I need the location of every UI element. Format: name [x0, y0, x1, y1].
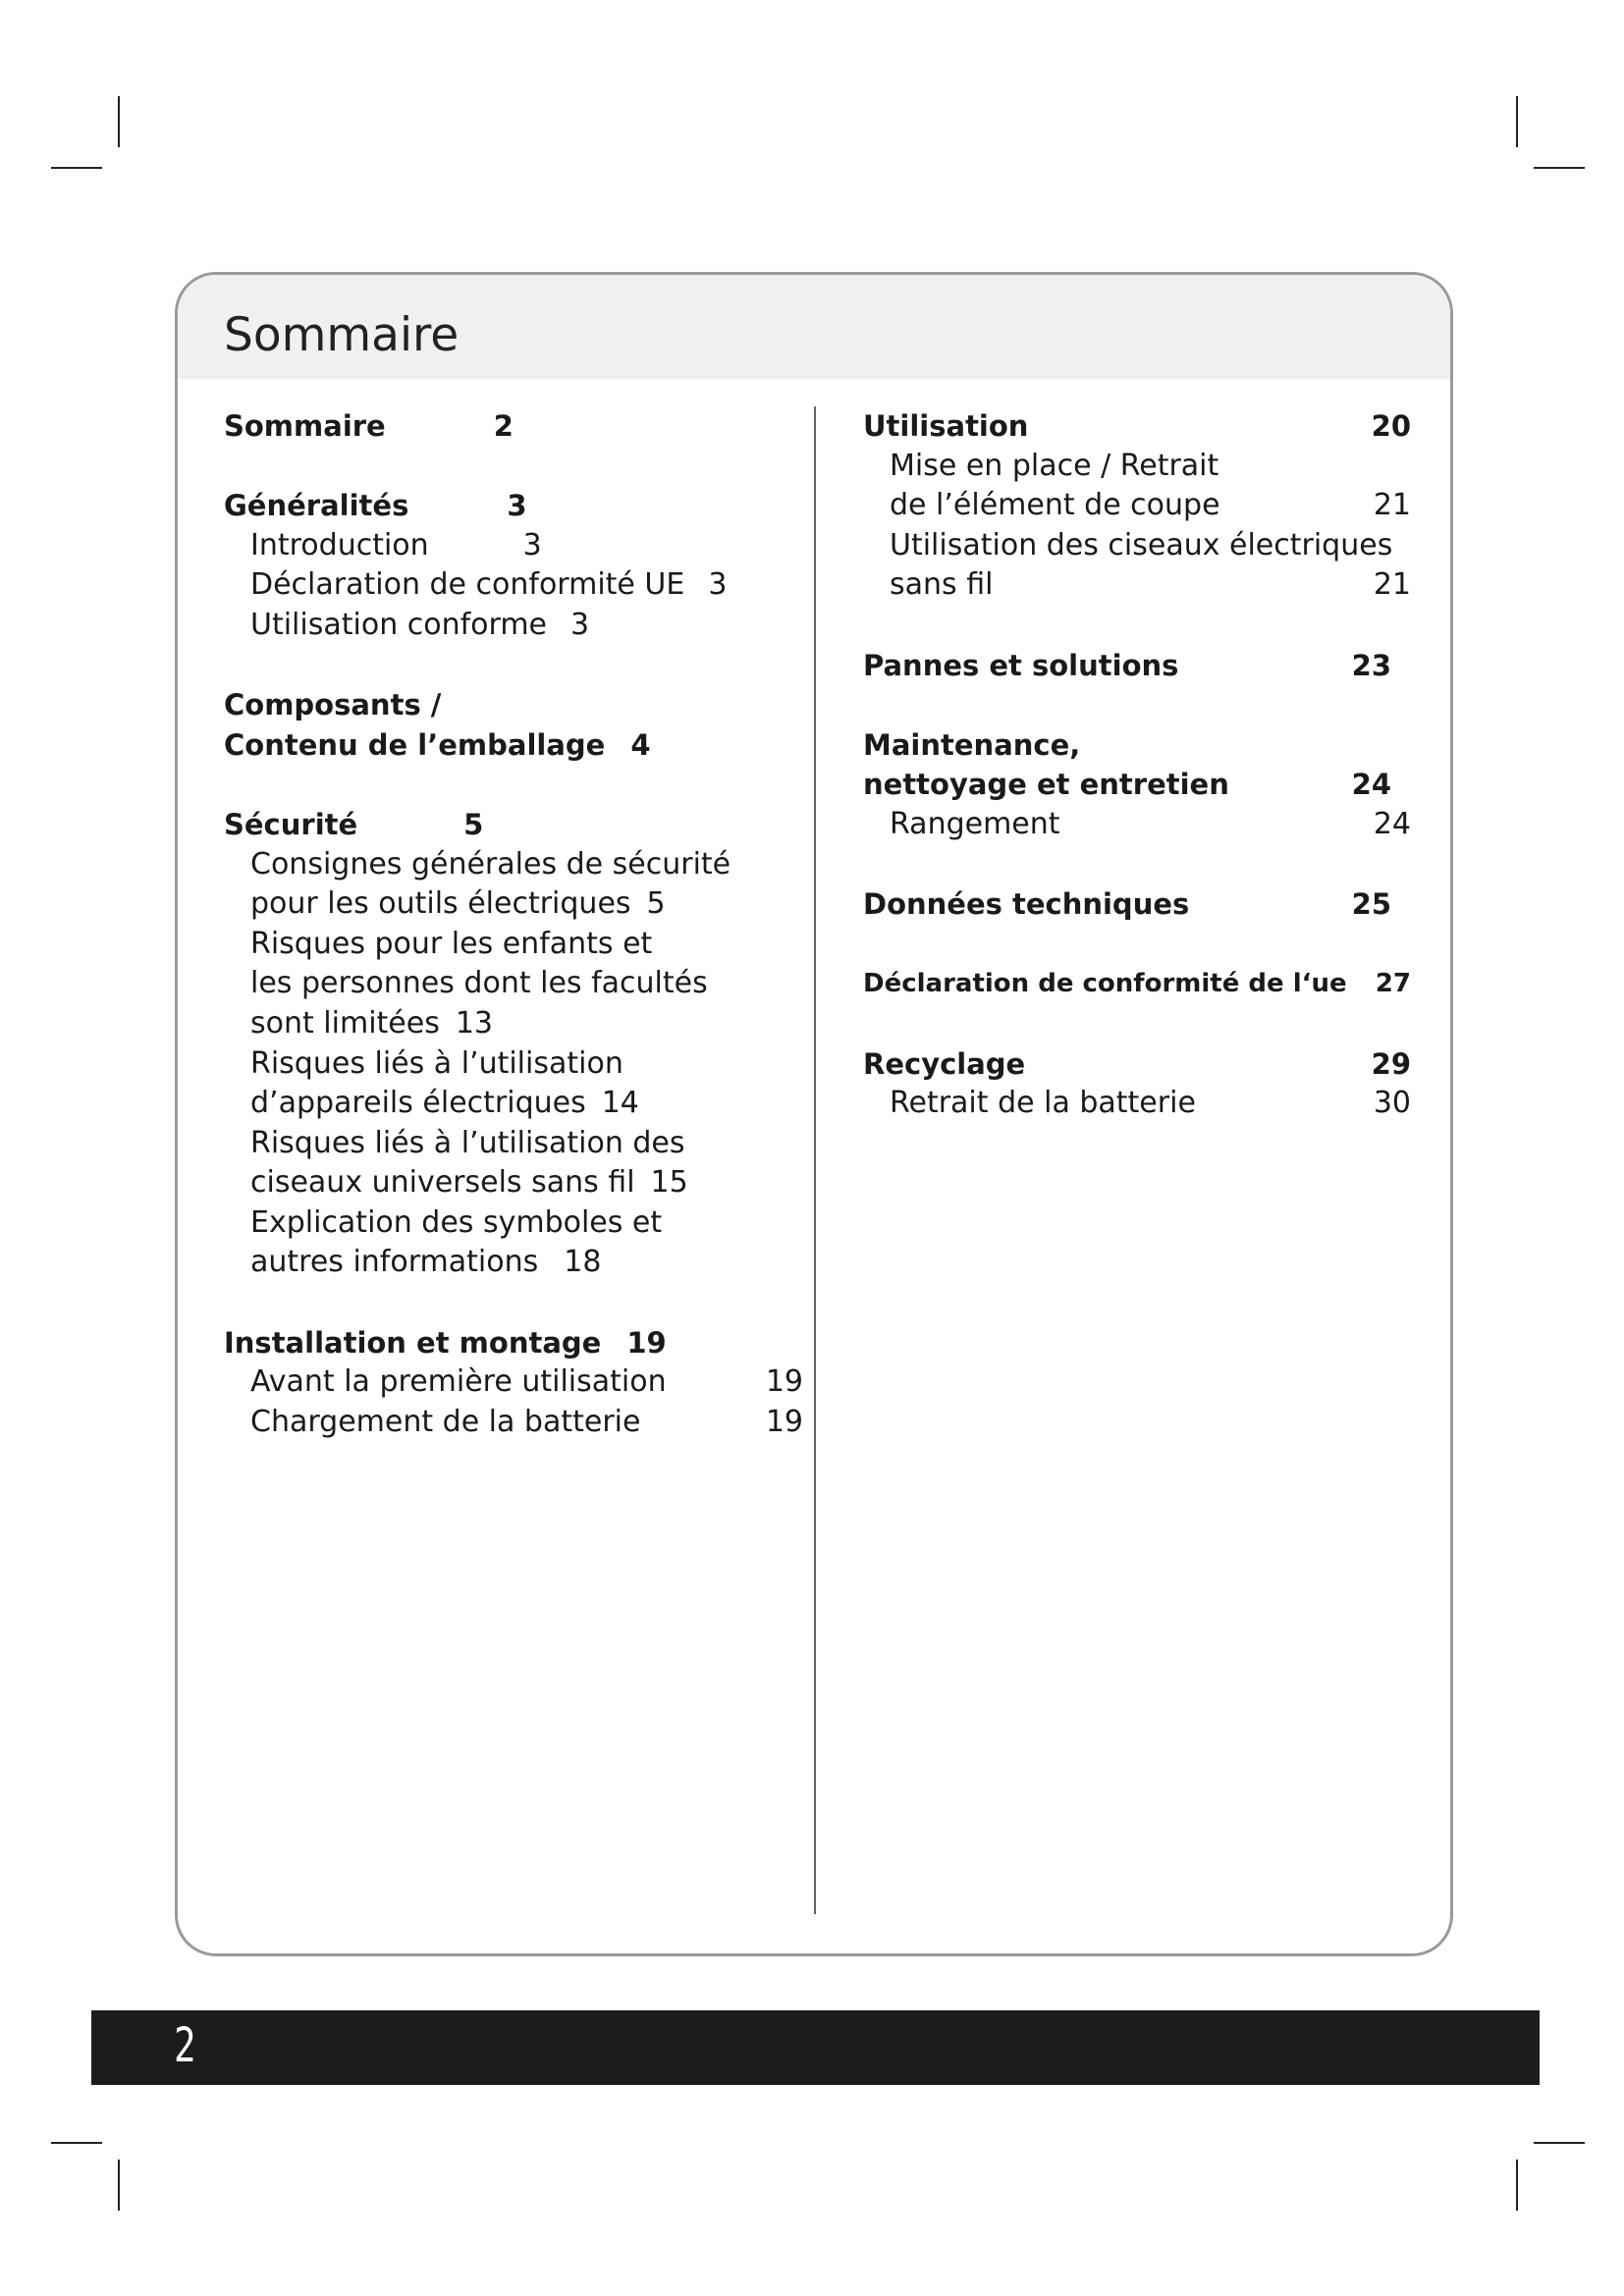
toc-entry[interactable]: Utilisation conforme 3 [250, 607, 590, 642]
toc-entry[interactable]: pour les outils électriques 5 [250, 886, 666, 922]
toc-entry[interactable]: Risques liés à l’utilisation des [250, 1125, 685, 1160]
toc-entry[interactable]: Sécurité 5 [224, 807, 484, 841]
crop-mark [1516, 2160, 1518, 2211]
toc-entry[interactable]: Installation et montage 19 [224, 1325, 667, 1360]
toc-entry[interactable]: Mise en place / Retrait [890, 448, 1219, 483]
toc-entry[interactable]: Risques liés à l’utilisation [250, 1045, 623, 1081]
toc-entry[interactable]: Retrait de la batterie 30 [890, 1086, 1411, 1121]
crop-mark [118, 96, 120, 147]
crop-mark [118, 2160, 120, 2211]
page-title: Sommaire [224, 308, 460, 362]
crop-mark [1516, 96, 1518, 147]
toc-entry[interactable]: Maintenance, [863, 727, 1081, 762]
toc-entry[interactable]: Avant la première utilisation 19 [250, 1364, 803, 1400]
toc-entry[interactable]: Chargement de la batterie 19 [250, 1404, 803, 1439]
toc-entry[interactable]: Consignes générales de sécurité [250, 846, 731, 881]
toc-entry[interactable]: sont limitées 13 [250, 1005, 494, 1041]
toc-entry[interactable]: les personnes dont les facultés [250, 966, 708, 1001]
toc-entry[interactable]: nettoyage et entretien 24 [863, 768, 1391, 802]
toc-entry[interactable]: sans fil 21 [890, 567, 1411, 603]
toc-entry[interactable]: Utilisation 20 [863, 409, 1411, 443]
toc-entry[interactable]: Recyclage 29 [863, 1046, 1411, 1081]
toc-entry[interactable]: Déclaration de conformité de l‘ue 27 [863, 969, 1411, 999]
crop-mark [1534, 2142, 1585, 2144]
toc-entry[interactable]: Composants / [224, 688, 442, 722]
toc-entry[interactable]: ciseaux universels sans fil 15 [250, 1165, 688, 1201]
toc-entry[interactable]: Données techniques 25 [863, 887, 1391, 922]
toc-entry[interactable]: Rangement 24 [890, 806, 1411, 841]
toc-entry[interactable]: Sommaire 2 [224, 409, 514, 443]
column-divider [814, 406, 816, 1914]
toc-entry[interactable]: Pannes et solutions 23 [863, 648, 1391, 682]
toc-left-column [224, 406, 803, 1442]
toc-frame [175, 272, 1453, 1956]
page-number: 2 [174, 2018, 196, 2073]
crop-mark [51, 167, 102, 169]
toc-entry[interactable]: Risques pour les enfants et [250, 926, 653, 961]
toc-entry[interactable]: Utilisation des ciseaux électriques [890, 527, 1393, 562]
toc-entry[interactable]: autres informations 18 [250, 1245, 602, 1280]
toc-entry[interactable]: Déclaration de conformité UE 3 [250, 567, 728, 603]
toc-entry[interactable]: Généralités 3 [224, 489, 527, 523]
page-footer-bar [91, 2010, 1540, 2085]
toc-entry[interactable]: Introduction 3 [250, 527, 542, 562]
toc-right-column [863, 406, 1411, 1124]
toc-entry[interactable]: de l’élément de coupe 21 [890, 488, 1411, 523]
crop-mark [1534, 167, 1585, 169]
toc-entry[interactable]: Explication des symboles et [250, 1204, 663, 1240]
toc-entry[interactable]: d’appareils électriques 14 [250, 1086, 639, 1121]
toc-header [178, 275, 1450, 379]
toc-entry[interactable]: Contenu de l’emballage 4 [224, 727, 651, 762]
crop-mark [51, 2142, 102, 2144]
